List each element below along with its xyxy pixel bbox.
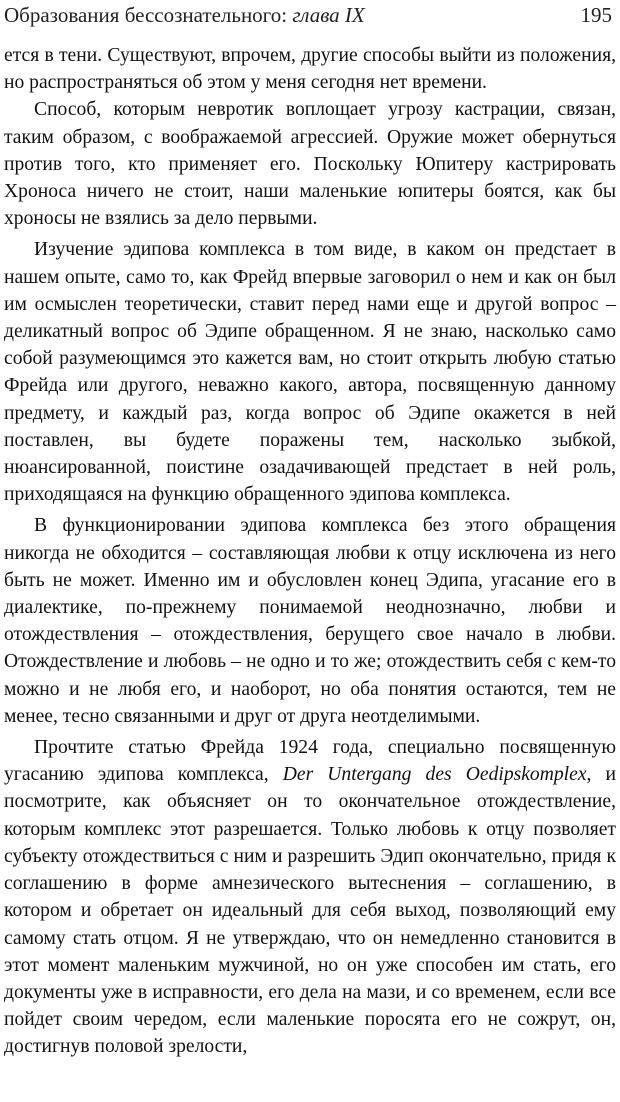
paragraph-text: , и посмотрите, как объясняет он то окончательное отождествление, которым комплекс этот разрешается. Только любовь к отцу позволяет субъекту отождествиться с ним и разрешить Эдип окончательно, придя к соглашению в форме амнезического вытеснения – соглашению, в котором и обретает он идеальный для себя выход, позволяющий ему самому стать отцом. Я не утверждаю, что он немедленно становится в этот момент маленьким мужчиной, но он уже способен им стать, его документы уже в исправности, его дела на мази, и со временем, если все пойдет своим чередом, если маленькие поросята его не сожрут, он, достигнув половой зрелости,	[4, 764, 616, 1058]
paragraph: Изучение эдипова комплекса в том виде, в каком он предстает в нашем опыте, само то, как Фрейд впервые заговорил о нем и как он был им осмыслен теоретически, ставит перед нами еще и другой вопрос – деликатный вопрос об Эдипе обращенном. Я не знаю, насколько само собой разумеющимся это кажется вам, но стоит открыть любую статью Фрейда или другого, неважно какого, автора, посвященную данному предмету, и каждый раз, когда вопрос об Эдипе окажется в ней поставлен, вы будете поражены тем, насколько зыбкой, нюансированной, поистине озадачивающей предстает в ней роль, приходящаяся на функцию обращенного эдипова комплекса.	[4, 239, 616, 506]
chapter-label: глава IX	[292, 3, 365, 27]
running-head	[4, 2, 614, 28]
body-text	[4, 42, 616, 1061]
paragraph: Способ, которым невротик воплощает угрозу кастрации, связан, таким образом, с воображаемой агрессией. Оружие может обернуться против того, кто применяет его. Поскольку Юпитеру кастрировать Хроноса ничего не стоит, наши маленькие юпитеры боятся, как бы хроносы не взялись за дело первыми.	[4, 99, 616, 230]
paragraph-continued: ется в тени. Существуют, впрочем, другие способы выйти из положения, но распространяться об этом у меня сегодня нет времени.	[4, 45, 616, 94]
paragraph	[4, 734, 616, 1060]
book-title: Образования бессознательного:	[4, 3, 293, 27]
italic-title: Der Untergang des Oedipskomplex	[282, 764, 587, 786]
running-head-title	[4, 2, 365, 28]
paragraph-text: Прочтите статью Фрейда 1924 года, специально посвященную угасанию эдипова комплекса,	[4, 737, 616, 786]
page-number: 195	[580, 3, 612, 27]
paragraph: В функционировании эдипова комплекса без этого обращения никогда не обходится – составляющая любви к отцу исключена из него быть не может. Именно им и обусловлен конец Эдипа, угасание его в диалектике, по-прежнему понимаемой неоднозначно, любви и отождествления – отождествления, берущего свое начало в любви. Отождествление и любовь – не одно и то же; отождествить себя с кем-то можно и не любя его, и наоборот, но оба понятия остаются, тем не менее, тесно связанными и друг от друга неотделимыми.	[4, 515, 616, 727]
